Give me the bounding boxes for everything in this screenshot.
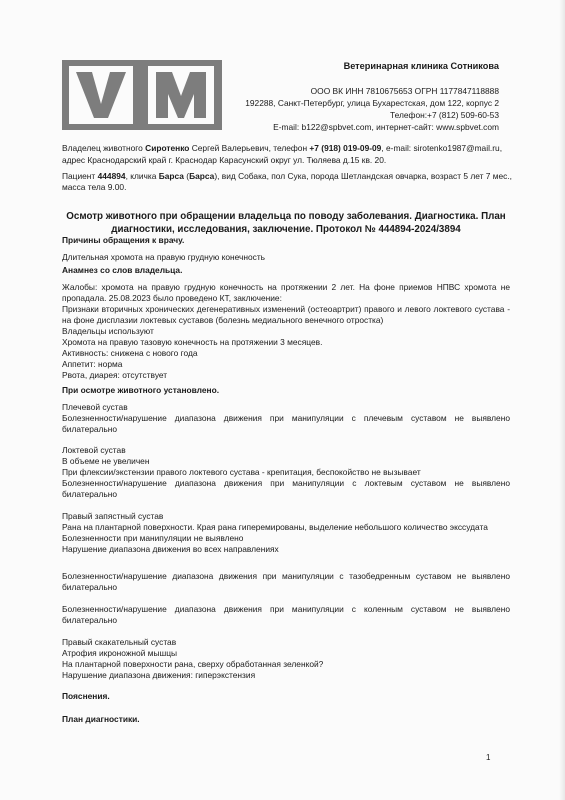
patient-details: , вид Собака, пол Сука, порода Шетландская овчарка, возраст 5 лет 7 мес., (217, 171, 513, 181)
anamnesis-heading: Анамнез со слов владельца. (62, 265, 183, 275)
reasons-heading: Причины обращения к врачу. (62, 235, 185, 245)
patient-nick-label: , кличка (125, 171, 157, 181)
clinic-address: 192288, Санкт-Петербург, улица Бухарестская, дом 122, корпус 2 (245, 98, 499, 108)
owner-name: Сергей Валерьевич, телефон (191, 143, 308, 153)
wrist-line: Болезненности при манипуляции не выявлено (62, 533, 244, 543)
anamnesis-line: Хромота на правую тазовую конечность на протяжении 3 месяцев. (62, 337, 323, 347)
anamnesis-line: Аппетит: норма (62, 359, 123, 369)
hock-line: Атрофия икроножной мышцы (62, 648, 178, 658)
anamnesis-complaint: Жалобы: хромота на правую грудную конечность на протяжении 2 лет. На фоне приемов НПВС хромота не пропадала. 25.08.2023 было проведено КТ, заключение: (62, 282, 510, 303)
shoulder-title: Плечевой сустав (62, 402, 128, 412)
owner-address: адрес Краснодарский край г. Краснодар Карасунский округ ул. Тюляева д.15 кв. 20. (62, 155, 387, 165)
clinic-name: Ветеринарная клиника Сотникова (343, 61, 499, 71)
patient-line: Пациент 444894, кличка Барса (Барса), вид Собака, пол Сука, порода Шетландская овчарка, возраст 5 лет 7 мес., (62, 171, 513, 181)
elbow-title: Локтевой сустав (62, 445, 126, 455)
hock-title: Правый скакательный сустав (62, 637, 177, 647)
patient-name: Барса (158, 171, 184, 181)
hip-text: Болезненности/нарушение диапазона движения при манипуляции с тазобедренным суставом не выявлено билатерально (62, 571, 510, 592)
elbow-line: В объеме не увеличен (62, 456, 150, 466)
reasons-text: Длительная хромота на правую грудную конечность (62, 252, 266, 262)
owner-email: , e-mail: sirotenko1987@mail.ru, (381, 143, 503, 153)
elbow-text: Болезненности/нарушение диапазона движения при манипуляции с локтевым суставом не выявлено билатерально (62, 478, 510, 499)
shoulder-text: Болезненности/нарушение диапазона движения при манипуляции с плечевым суставом не выявлено билатерально (62, 413, 510, 434)
anamnesis-line: Владельцы используют (62, 326, 154, 336)
anamnesis-ct: Признаки вторичных хронических дегенеративных изменений (остеоартрит) правого и левого локтевого сустава - на фоне дисплазии локтевых суставов (болезнь медиального венечного отростка) (62, 304, 510, 325)
owner-phone: +7 (918) 019-09-09 (309, 143, 382, 153)
anamnesis-line: Активность: снижена с нового года (62, 348, 198, 358)
anamnesis-line: Рвота, диарея: отсутствует (62, 370, 168, 380)
clinic-logo (62, 60, 222, 130)
patient-weight: масса тела 9.00. (62, 182, 127, 192)
patient-label: Пациент (62, 171, 96, 181)
hock-line: Нарушение диапазона движения: гиперэкстензия (62, 670, 256, 680)
clinic-phone: Телефон:+7 (812) 509-60-53 (389, 110, 499, 120)
protocol-title: Осмотр животного при обращении владельца по поводу заболевания. Диагностика. План диагностики, исследования, заключение. Протокол № 444894-2024/3894 (66, 211, 506, 235)
clinic-contacts: E-mail: b122@spbvet.com, интернет-сайт: www.spbvet.com (273, 122, 499, 132)
owner-label: Владелец животного (62, 143, 143, 153)
company-info: ООО ВК ИНН 7810675653 ОГРН 1177847118888 (310, 86, 499, 96)
hock-line: На плантарной поверхности рана, сверху обработанная зеленкой? (62, 659, 324, 669)
explanations-heading: Пояснения. (62, 691, 110, 701)
wrist-line: Рана на плантарной поверхности. Края рана гиперемированы, выделение небольшого количество экссудата (62, 522, 488, 532)
plan-heading: План диагностики. (62, 714, 140, 724)
patient-name-paren: Барса (189, 171, 215, 181)
page-number: 1 (486, 753, 491, 762)
wrist-title: Правый запястный сустав (62, 511, 164, 521)
wrist-line: Нарушение диапазона движения во всех направлениях (62, 544, 279, 554)
owner-surname: Сиротенко (145, 143, 190, 153)
elbow-line: При флексии/экстензии правого локтевого сустава - крепитация, беспокойство не вызывает (62, 467, 421, 477)
exam-heading: При осмотре животного установлено. (62, 385, 220, 395)
owner-line (62, 143, 502, 154)
patient-id: 444894 (97, 171, 126, 181)
knee-text: Болезненности/нарушение диапазона движения при манипуляции с коленным суставом не выявлено билатерально (62, 604, 510, 625)
